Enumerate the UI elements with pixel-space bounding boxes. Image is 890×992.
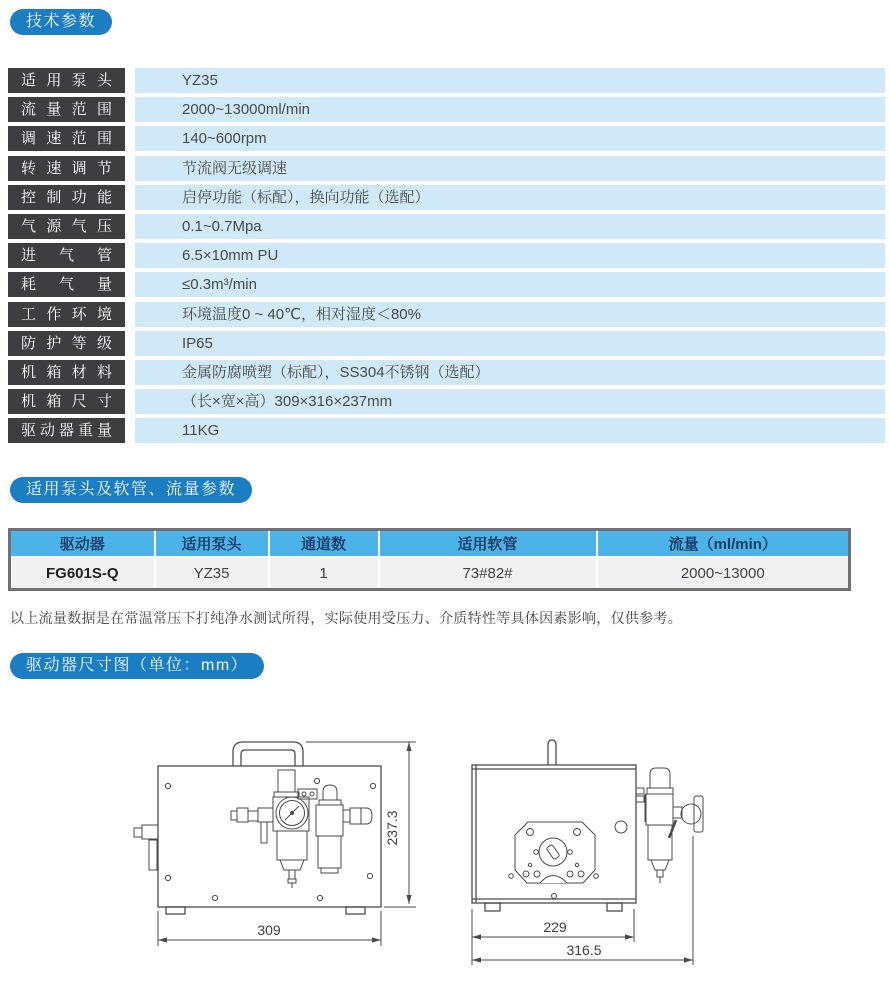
spec-row: [8, 185, 885, 210]
spec-label: 调速范围: [8, 126, 125, 151]
spec-row: [8, 389, 885, 414]
spec-label: 适用泵头: [8, 68, 125, 93]
spec-row: [8, 97, 885, 122]
width-dimension-label: 309: [257, 922, 281, 938]
spec-value: IP65: [135, 331, 885, 356]
spec-row: [8, 68, 885, 93]
spec-row: [8, 214, 885, 239]
col-header-channels: 通道数: [269, 530, 379, 558]
spec-row: [8, 243, 885, 268]
cell-pump-head: YZ35: [155, 557, 269, 590]
spec-label: 耗气量: [8, 272, 125, 297]
spec-value: 140~600rpm: [135, 126, 885, 151]
pump-flow-table: [8, 528, 848, 591]
spec-label: 机箱材料: [8, 360, 125, 385]
spec-label: 进气管: [8, 243, 125, 268]
top-rod: [548, 740, 556, 765]
section-title-pump-tubing-flow: 适用泵头及软管、流量参数: [10, 477, 252, 503]
spec-value: YZ35: [135, 68, 885, 93]
section-title-tech-params: 技术参数: [10, 9, 112, 35]
spec-row: [8, 331, 885, 356]
section-title-dimensions: 驱动器尺寸图（单位：mm）: [10, 653, 264, 679]
spec-value: （长×宽×高）309×316×237mm: [135, 389, 885, 414]
spec-value: 11KG: [135, 418, 885, 443]
dimension-lines: [158, 742, 416, 946]
spec-value: 2000~13000ml/min: [135, 97, 885, 122]
cell-driver-model: FG601S-Q: [10, 557, 155, 590]
spec-label: 气源气压: [8, 214, 125, 239]
spec-value: 金属防腐喷塑（标配），SS304不锈钢（选配）: [135, 360, 885, 385]
col-header-tubing: 适用软管: [379, 530, 597, 558]
spec-value: 节流阀无级调速: [135, 156, 885, 181]
spec-value: 启停功能（标配），换向功能（选配）: [135, 185, 885, 210]
spec-row: [8, 272, 885, 297]
spec-label: 防护等级: [8, 331, 125, 356]
col-header-flow: 流量（ml/min）: [597, 530, 850, 558]
cell-flow: 2000~13000: [597, 557, 850, 590]
col-header-pump-head: 适用泵头: [155, 530, 269, 558]
spec-row: [8, 126, 885, 151]
cell-tubing: 73#82#: [379, 557, 597, 590]
spec-value: 0.1~0.7Mpa: [135, 214, 885, 239]
spec-row: [8, 156, 885, 181]
spec-label: 转速调节: [8, 156, 125, 181]
tech-params-table: [8, 68, 885, 447]
spec-label: 机箱尺寸: [8, 389, 125, 414]
enclosure-front: [158, 766, 381, 907]
spec-label: 流量范围: [8, 97, 125, 122]
pump-table-data-row: [10, 557, 850, 590]
cell-channels: 1: [269, 557, 379, 590]
col-header-driver: 驱动器: [10, 530, 155, 558]
spec-value: 6.5×10mm PU: [135, 243, 885, 268]
spec-label: 控制功能: [8, 185, 125, 210]
spec-row: [8, 360, 885, 385]
spec-label: 工作环境: [8, 302, 125, 327]
spec-row: [8, 418, 885, 443]
inner-width-dimension-label: 229: [543, 919, 567, 935]
side-port-hole: [615, 821, 627, 833]
height-dimension-label: 237.3: [384, 810, 400, 846]
spec-row: [8, 302, 885, 327]
side-view-drawing: [440, 710, 740, 988]
front-view-drawing: [120, 712, 440, 980]
spec-value: 环境温度0 ~ 40℃，相对湿度＜80%: [135, 302, 885, 327]
total-width-dimension-label: 316.5: [566, 942, 602, 958]
pump-table-header-row: [10, 530, 850, 558]
handle-outline: [233, 742, 303, 766]
spec-label: 驱动器重量: [8, 418, 125, 443]
flow-data-note: 以上流量数据是在常温常压下打纯净水测试所得，实际使用受压力、介质特性等具体因素影响，仅供参考。: [10, 610, 683, 626]
spec-value: ≤0.3m³/min: [135, 272, 885, 297]
